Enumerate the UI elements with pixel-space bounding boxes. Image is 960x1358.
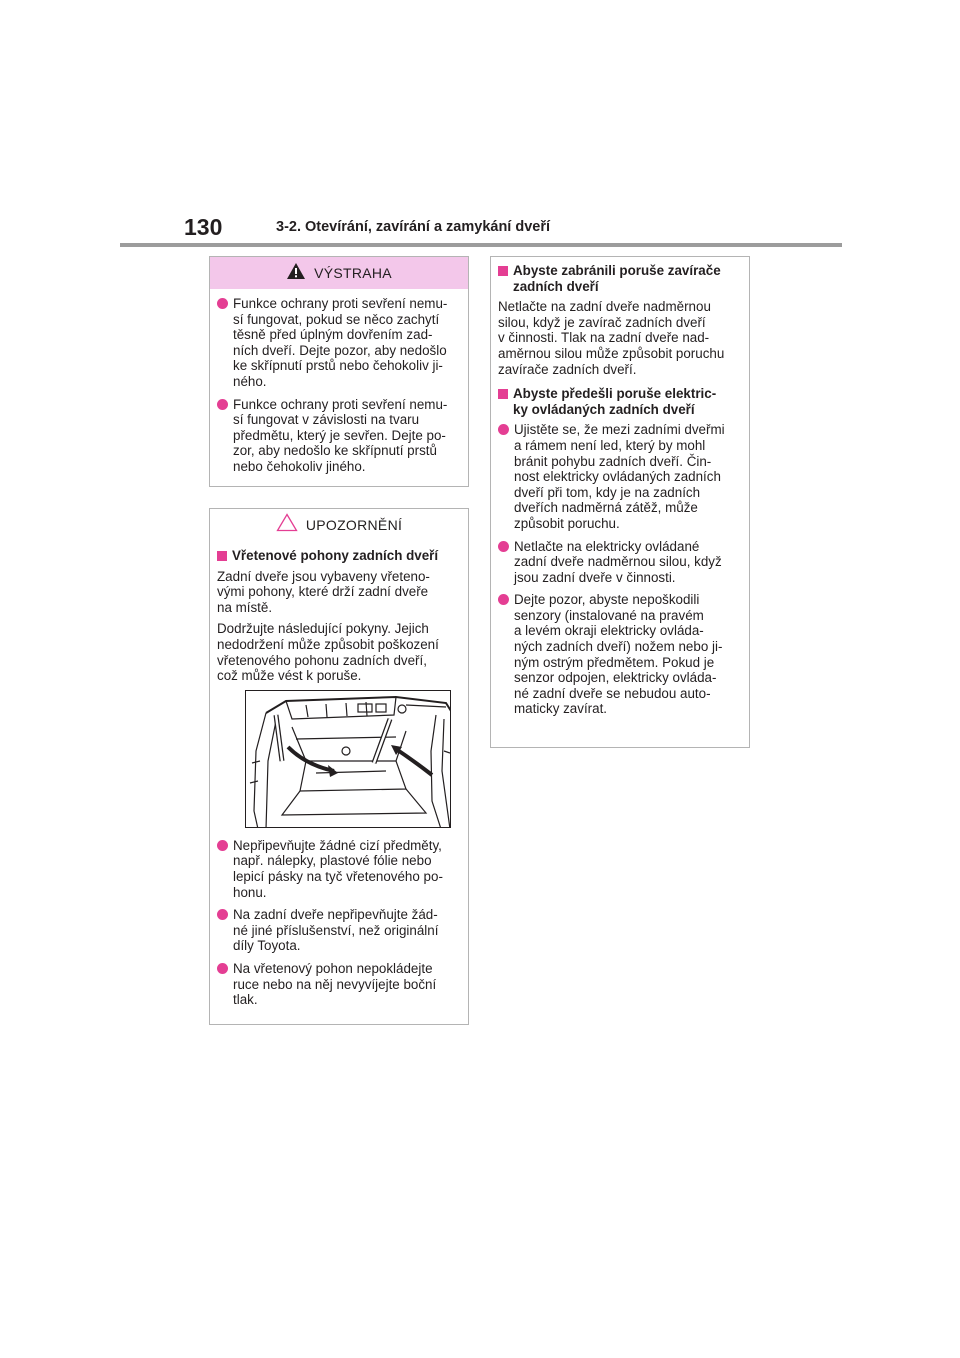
- page-header: [0, 0, 960, 250]
- warning-bullet: [217, 397, 460, 475]
- bullet-text: Funkce ochrany proti sevření nemu- sí fungovat, pokud se něco zachytí těsně před úplným dovřením zad- ních dveří. Dejte pozor, aby nedošlo ke skřípnutí prstů nebo čehokoliv ji- ného.: [233, 296, 448, 389]
- caution-box: [209, 508, 469, 1025]
- heading-text: Vřetenové pohony zadních dveří: [232, 548, 439, 563]
- caution-bullet: [217, 907, 460, 954]
- notice-box: [490, 256, 750, 748]
- warning-triangle-filled-icon: [286, 262, 306, 285]
- caution-section-heading: [217, 548, 460, 564]
- notice-section-heading: [498, 386, 741, 417]
- bullet-text: Ujistěte se, že mezi zadními dveřmi a rámem není led, který by mohl bránit pohybu zadních dveří. Čin- nost elektricky ovládaných zadních dveří při tom, kdy je na zadních dveřích nadměrná zátěž, může způsobit poruchu.: [514, 422, 725, 531]
- bullet-dot: [217, 909, 228, 920]
- bullet-dot: [217, 399, 228, 410]
- bullet-dot: [217, 298, 228, 309]
- bullet-text: Funkce ochrany proti sevření nemu- sí fungovat v závislosti na tvaru předmětu, který je sevřen. Dejte po- zor, aby nedošlo ke skřípnutí prstů nebo čehokoliv jiného.: [233, 396, 448, 474]
- bullet-text: Nepřipevňujte žádné cizí předměty, např. nálepky, plastové fólie nebo lepicí pásky na tyč vřetenového po- honu.: [233, 837, 443, 900]
- notice-section-heading: [498, 263, 741, 294]
- bullet-dot: [217, 963, 228, 974]
- bullet-dot: [498, 594, 509, 605]
- bullet-text: Na vřetenový pohon nepokládejte ruce nebo na něj nevyvíjejte boční tlak.: [233, 960, 437, 1008]
- square-bullet-icon: [498, 266, 508, 276]
- bullet-text: Netlačte na elektricky ovládané zadní dveře nadměrnou silou, když jsou zadní dveře v činnosti.: [514, 538, 722, 585]
- caution-triangle-outline-icon: [276, 513, 298, 537]
- warning-bullet: [217, 296, 460, 390]
- caution-bullet: [217, 838, 460, 900]
- warning-header: [210, 257, 468, 289]
- bullet-text: Na zadní dveře nepřipevňujte žád- né jiné příslušenství, než originální díly Toyota.: [233, 907, 439, 954]
- bullet-dot: [498, 541, 509, 552]
- warning-title: VÝSTRAHA: [314, 265, 392, 281]
- heading-text: Abyste zabránili poruše zavírače zadních dveří: [513, 263, 721, 294]
- notice-paragraph: Netlačte na zadní dveře nadměrnou silou, když je zavírač zadních dveří v činnosti. Tlak na zadní dveře nad- aměrnou silou může způsobit poruchu zavírače zadních dveří.: [498, 299, 725, 377]
- caution-title: UPOZORNĚNÍ: [305, 517, 403, 533]
- notice-bullet: [498, 592, 741, 717]
- notice-bullet: [498, 422, 741, 531]
- rear-door-spindle-drive-illustration: [245, 690, 451, 828]
- caution-header: [210, 509, 468, 541]
- bullet-text: Dejte pozor, abyste nepoškodili senzory (instalované na pravém a levém okraji elektricky ovláda- ných zadních dveří) nožem nebo ji- ným ostrým předmětem. Pokud je senzor odpojen, elektricky ovláda- né zadní dveře se nebudou auto- maticky zavírat.: [514, 592, 723, 717]
- caution-paragraph: Dodržujte následující pokyny. Jejich nedodržení může způsobit poškození vřetenového pohonu zadních dveří, což může vést k poruše.: [217, 621, 439, 684]
- header-divider: [120, 243, 842, 247]
- bullet-dot: [498, 424, 509, 435]
- warning-box: [209, 256, 469, 487]
- caution-paragraph: Zadní dveře jsou vybaveny vřeteno- vými pohony, které drží zadní dveře na místě.: [217, 568, 430, 615]
- notice-bullet: [498, 539, 741, 586]
- bullet-dot: [217, 840, 228, 851]
- caution-content: [210, 541, 468, 1008]
- square-bullet-icon: [498, 389, 508, 399]
- page-number: 130: [184, 214, 223, 240]
- chapter-title: 3-2. Otevírání, zavírání a zamykání dveří: [276, 219, 551, 235]
- warning-content: [210, 289, 468, 475]
- caution-bullet: [217, 961, 460, 1008]
- heading-text: Abyste předešli poruše elektric- ky ovládaných zadních dveří: [513, 386, 717, 417]
- square-bullet-icon: [217, 551, 227, 561]
- notice-content: [491, 257, 749, 717]
